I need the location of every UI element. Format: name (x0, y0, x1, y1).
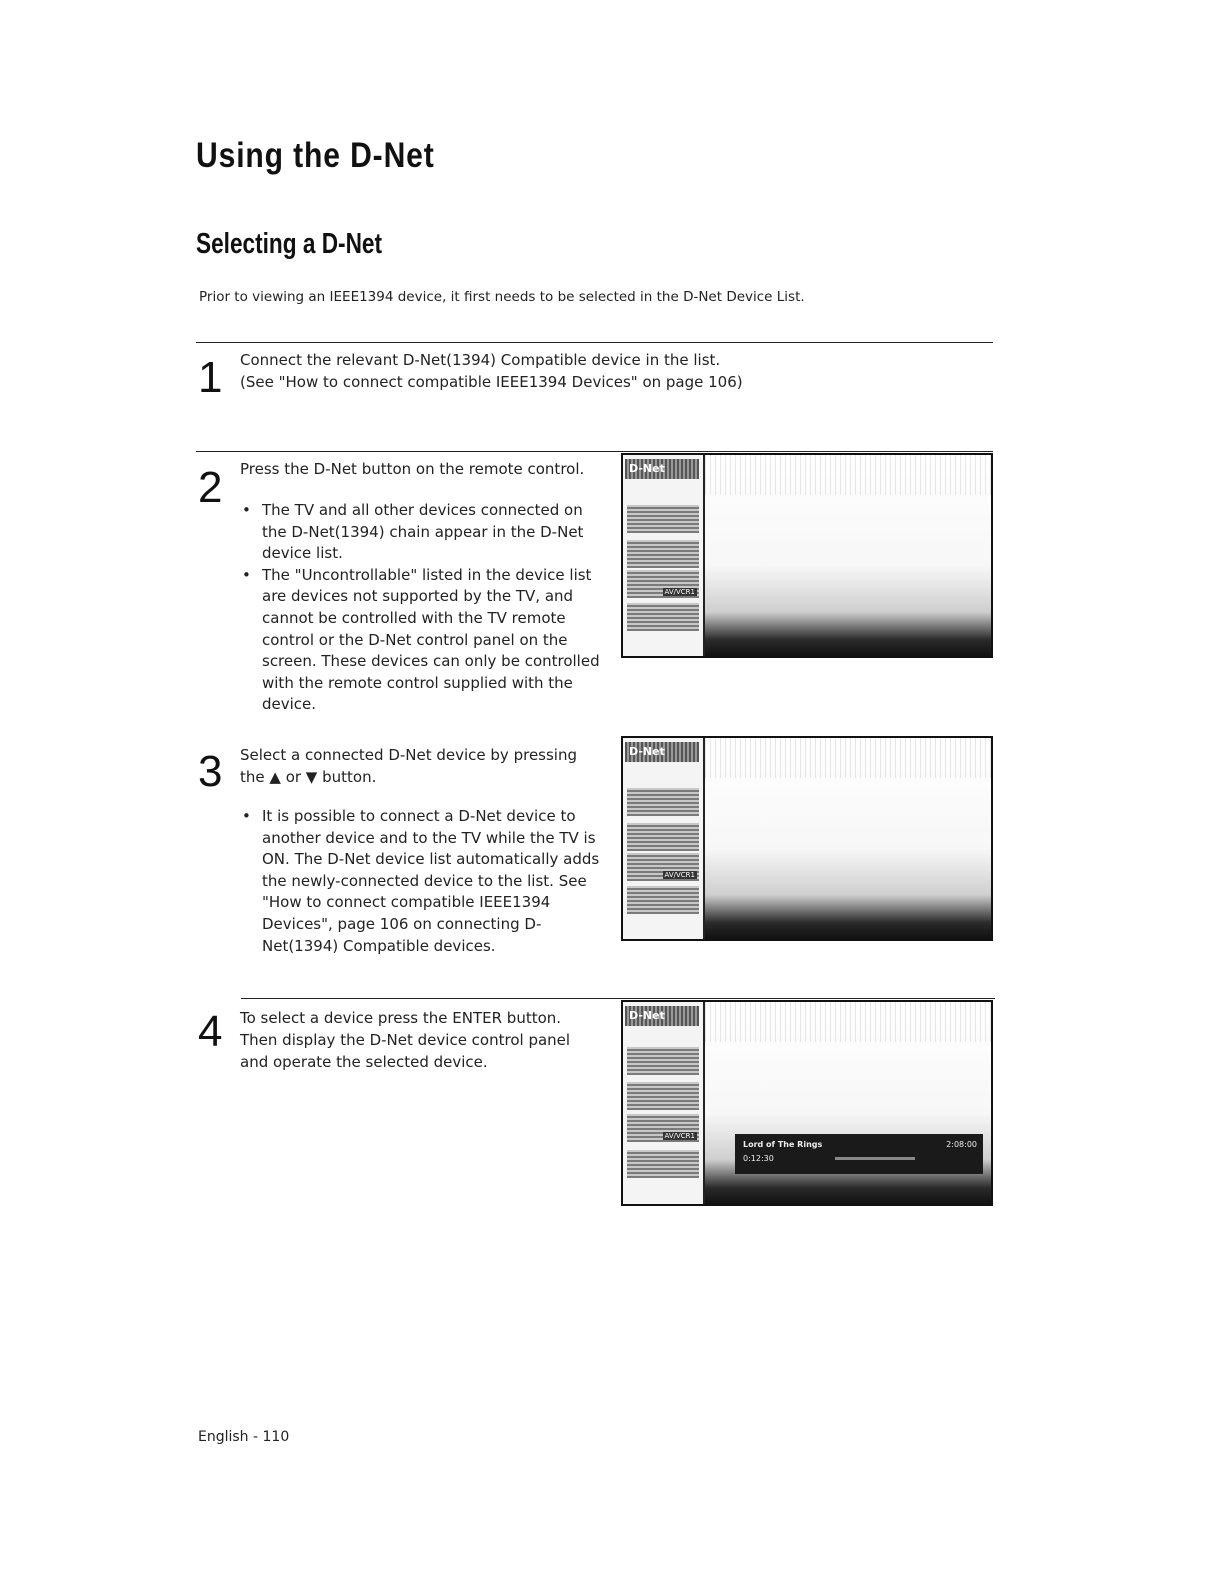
tv-picture (705, 738, 991, 939)
step-2-divider (196, 451, 993, 452)
step-2-bullet-2: • The "Uncontrollable" listed in the device list are devices not supported by the TV, and cannot be controlled with the TV remote control or the D-Net control panel on the screen. These devices can only be controlled with the remote control supplied with the device. (240, 565, 612, 716)
step-3-text (240, 744, 612, 957)
step-4-text (240, 1007, 612, 1073)
dnet-tab-label: D-Net (625, 742, 699, 762)
device-4-icon (627, 886, 699, 914)
step-2-bullets (240, 500, 612, 716)
step-4-number: 4 (198, 1007, 223, 1056)
step-4-line-1: To select a device press the ENTER button. (240, 1009, 562, 1027)
step-3-number: 3 (198, 747, 223, 796)
step-4-divider (241, 998, 995, 999)
playback-progress-bar (835, 1157, 915, 1160)
device-list-panel (623, 1002, 705, 1204)
device-2-icon (627, 540, 699, 568)
step-1-line-1: Connect the relevant D-Net(1394) Compatible device in the list. (240, 351, 721, 369)
device-2-icon (627, 823, 699, 851)
dnet-screen-2 (621, 736, 993, 941)
step-3-bullets (240, 806, 612, 957)
playback-elapsed: 0:12:30 (743, 1154, 774, 1163)
page-title: Using the D-Net (196, 136, 435, 175)
playback-control-bar (735, 1134, 983, 1174)
step-2-text (240, 458, 612, 716)
dnet-tab-label: D-Net (625, 459, 699, 479)
dnet-screen-3 (621, 1000, 993, 1206)
device-list-panel (623, 455, 705, 656)
device-2-icon (627, 1082, 699, 1110)
dnet-tab-label: D-Net (625, 1006, 699, 1026)
step-3-line-2: the ▲ or ▼ button. (240, 768, 377, 786)
step-3-bullet-1: • It is possible to connect a D-Net device to another device and to the TV while the TV is ON. The D-Net device list automatically adds the newly-connected device to the list. See "How to connect compatible IEEE1394 Devices", page 106 on connecting D-Net(1394) Compatible devices. (240, 806, 612, 957)
playback-total: 2:08:00 (946, 1140, 977, 1149)
step-1-divider (196, 342, 993, 343)
step-2-bullet-1: • The TV and all other devices connected on the D-Net(1394) chain appear in the D-Net device list. (240, 500, 612, 565)
page-footer: English - 110 (198, 1429, 290, 1445)
tv-picture (705, 1002, 991, 1204)
step-1-number: 1 (198, 353, 223, 402)
tv-picture (705, 455, 991, 656)
device-tv-icon (627, 505, 699, 533)
playback-title: Lord of The Rings (743, 1140, 823, 1149)
device-av-icon: AV/VCR1 (627, 1114, 699, 1142)
device-av-icon: AV/VCR1 (627, 570, 699, 598)
device-tv-icon (627, 1047, 699, 1075)
step-1-text (240, 349, 980, 393)
step-3-line-1: Select a connected D-Net device by pressing (240, 746, 577, 764)
device-4-icon (627, 603, 699, 631)
intro-text: Prior to viewing an IEEE1394 device, it first needs to be selected in the D-Net Device List. (199, 289, 805, 305)
section-title: Selecting a D-Net (196, 228, 383, 260)
step-4-line-3: and operate the selected device. (240, 1053, 488, 1071)
device-4-icon (627, 1150, 699, 1178)
step-2-number: 2 (198, 463, 223, 512)
step-4-line-2: Then display the D-Net device control panel (240, 1031, 571, 1049)
dnet-screen-1 (621, 453, 993, 658)
device-av-icon: AV/VCR1 (627, 853, 699, 881)
device-tv-icon (627, 788, 699, 816)
device-list-panel (623, 738, 705, 939)
step-1-line-2: (See "How to connect compatible IEEE1394 Devices" on page 106) (240, 373, 743, 391)
step-2-line-1: Press the D-Net button on the remote control. (240, 460, 585, 478)
